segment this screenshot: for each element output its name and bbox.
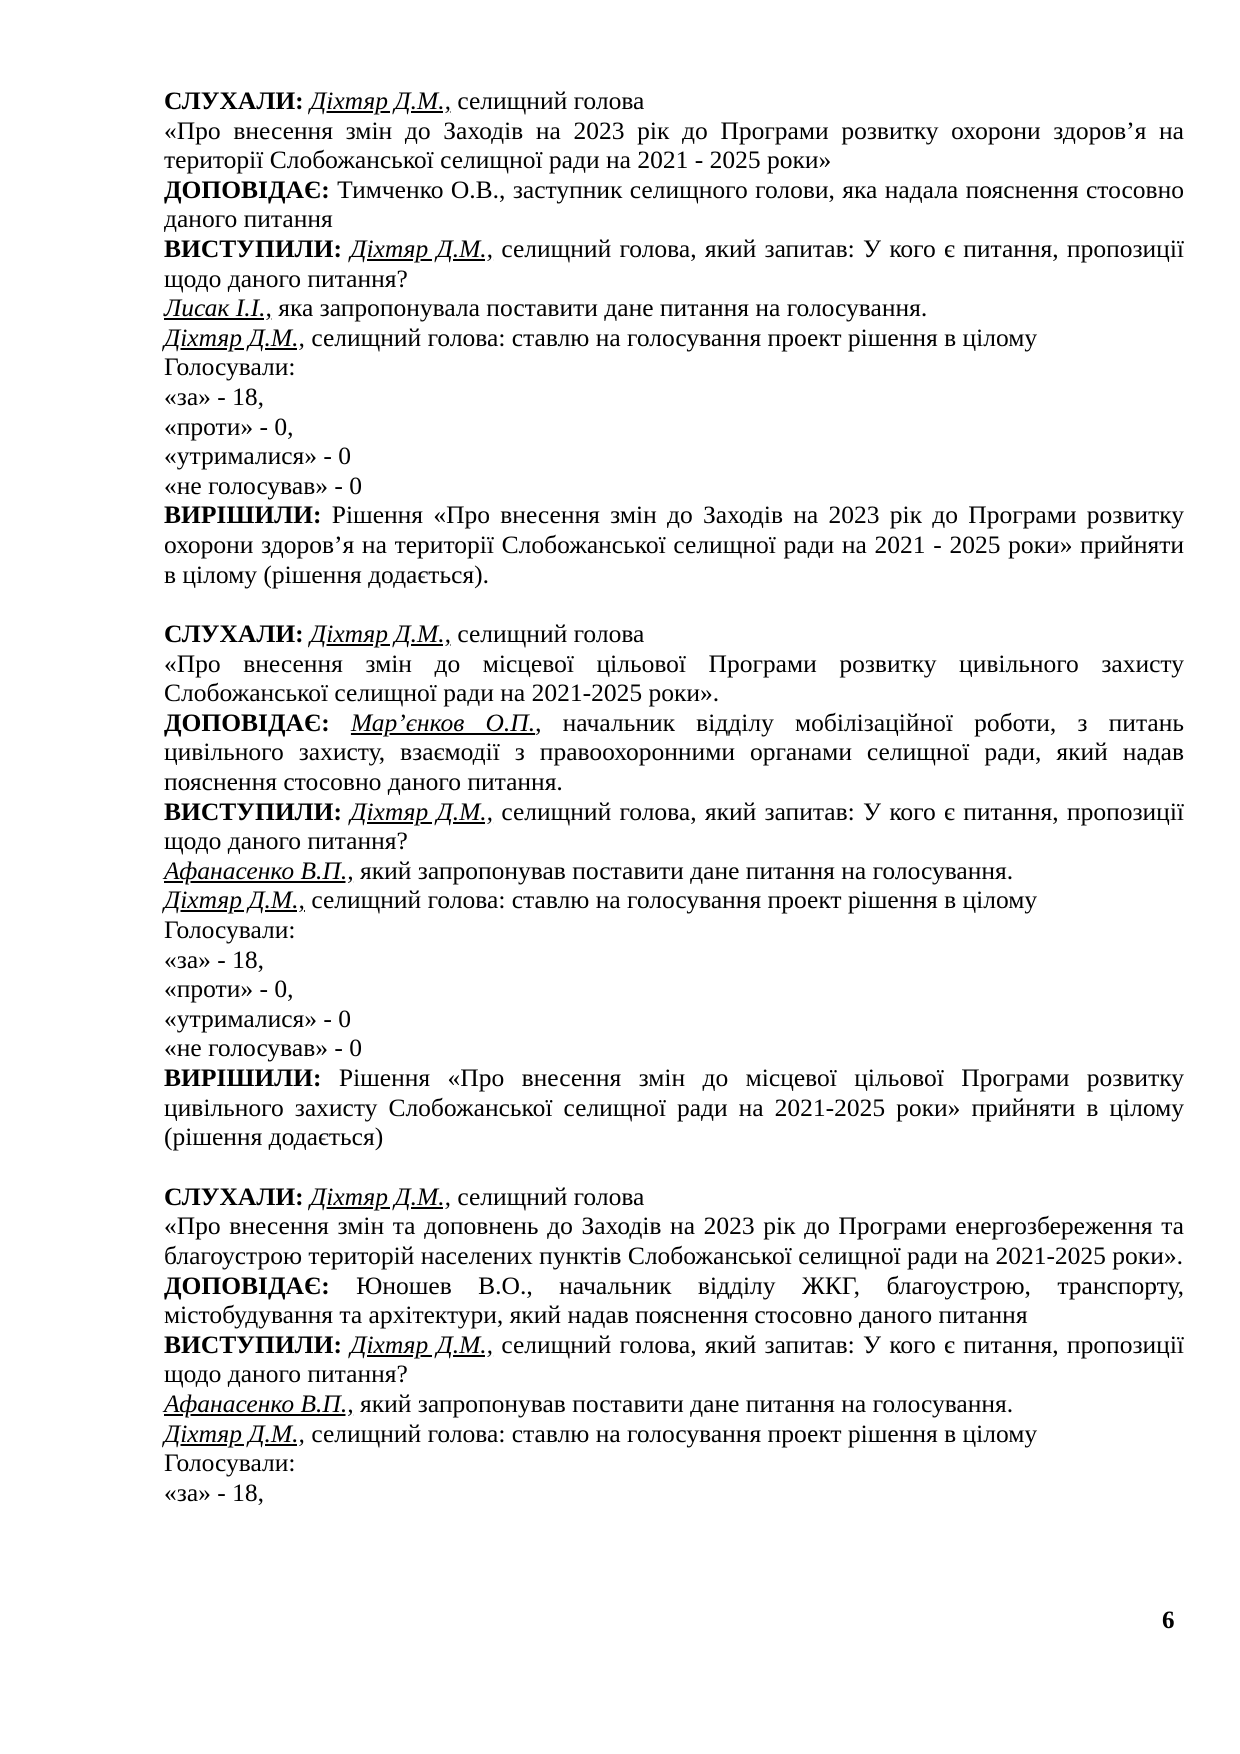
proposer-name: Лисак І.І., bbox=[164, 293, 272, 323]
heard-role: селищний голова bbox=[450, 619, 645, 649]
vote-not-voted: «не голосував» - 0 bbox=[164, 470, 362, 500]
spoke-text: селищний голова, який запитав: У кого є питання, пропозиції щодо даного питання? bbox=[164, 796, 1184, 856]
voted-heading: Голосували: bbox=[164, 1448, 296, 1478]
voted-heading: Голосували: bbox=[164, 915, 296, 945]
spoke-line bbox=[164, 1330, 1184, 1389]
heard-speaker: Діхтяр Д.М., bbox=[310, 86, 451, 115]
vote-against: «проти» - 0, bbox=[164, 411, 294, 441]
vote-for: «за» - 18, bbox=[164, 381, 265, 411]
decision-text: Рішення «Про внесення змін до місцевої цільової Програми розвитку цивільного захисту Слобожанської селищної ради на 2021-2025 роки» прийняти в цілому (рішення додається) bbox=[164, 1063, 1184, 1152]
agenda-topic: «Про внесення змін до місцевої цільової Програми розвитку цивільного захисту Слобожанської селищної ради на 2021-2025 роки». bbox=[164, 648, 1184, 708]
proposer-text: який запропонував поставити дане питання на голосування. bbox=[353, 1388, 1014, 1418]
proposer-name: Афанасенко В.П., bbox=[164, 1388, 354, 1418]
vote-not-voted: «не голосував» - 0 bbox=[164, 1033, 362, 1063]
heard-speaker: Діхтяр Д.М., bbox=[310, 1181, 451, 1211]
reporter-name: Мар’єнков О.П. bbox=[350, 707, 536, 737]
chair-name: Діхтяр Д.М., bbox=[164, 1418, 305, 1448]
decided-label: ВИРІШИЛИ: bbox=[164, 500, 322, 530]
proposer-line bbox=[164, 856, 1184, 886]
proposer-text: яка запропонувала поставити дане питання на голосування. bbox=[271, 293, 928, 323]
agenda-item-3 bbox=[164, 1182, 1184, 1508]
reported-label: ДОПОВІДАЄ: bbox=[164, 174, 330, 204]
decision-text: Рішення «Про внесення змін до Заходів на 2023 рік до Програми розвитку охорони здоров’я на території Слобожанської селищної ради на 2021 - 2025 роки» прийняти в цілому (рішення додається). bbox=[164, 500, 1184, 589]
chair-line bbox=[164, 885, 1184, 915]
vote-abstain: «утрималися» - 0 bbox=[164, 1003, 352, 1033]
reporter-text: Юношев В.О., начальник відділу ЖКГ, благоустрою, транспорту, містобудування та архітектури, який надав пояснення стосовно даного питання bbox=[164, 1270, 1184, 1330]
reporter-line bbox=[164, 1271, 1184, 1330]
heard-label: СЛУХАЛИ: bbox=[164, 86, 304, 115]
heard-line bbox=[164, 86, 1184, 116]
spoke-label: ВИСТУПИЛИ: bbox=[164, 796, 342, 826]
spoke-speaker: Діхтяр Д.М., bbox=[350, 1329, 494, 1359]
heard-label: СЛУХАЛИ: bbox=[164, 619, 304, 649]
reporter-line bbox=[164, 708, 1184, 797]
heard-label: СЛУХАЛИ: bbox=[164, 1181, 304, 1211]
chair-line bbox=[164, 323, 1184, 353]
vote-against: «проти» - 0, bbox=[164, 974, 294, 1004]
reported-label: ДОПОВІДАЄ: bbox=[164, 707, 330, 737]
chair-text: селищний голова: ставлю на голосування проект рішення в цілому bbox=[304, 1418, 1038, 1448]
spoke-label: ВИСТУПИЛИ: bbox=[164, 233, 342, 263]
reporter-text: Тимченко О.В., заступник селищного голови, яка надала пояснення стосовно даного питання bbox=[164, 174, 1184, 234]
spoke-speaker: Діхтяр Д.М., bbox=[350, 233, 494, 263]
proposer-text: який запропонував поставити дане питання на голосування. bbox=[353, 855, 1014, 885]
vote-for: «за» - 18, bbox=[164, 1477, 265, 1507]
vote-abstain: «утрималися» - 0 bbox=[164, 441, 352, 471]
heard-role: селищний голова bbox=[450, 1181, 645, 1211]
chair-text: селищний голова: ставлю на голосування проект рішення в цілому bbox=[304, 322, 1038, 352]
reporter-line bbox=[164, 175, 1184, 234]
reported-label: ДОПОВІДАЄ: bbox=[164, 1270, 330, 1300]
heard-line bbox=[164, 1182, 1184, 1212]
spoke-text: селищний голова, який запитав: У кого є питання, пропозиції щодо даного питання? bbox=[164, 233, 1184, 293]
proposer-name: Афанасенко В.П., bbox=[164, 855, 354, 885]
agenda-item-2 bbox=[164, 619, 1184, 1152]
spoke-line bbox=[164, 797, 1184, 856]
decision-line bbox=[164, 500, 1184, 589]
page-number: 6 bbox=[1162, 1607, 1175, 1634]
agenda-topic: «Про внесення змін до Заходів на 2023 рік до Програми розвитку охорони здоров’я на території Слобожанської селищної ради на 2021 - 2025 роки» bbox=[164, 115, 1184, 175]
chair-line bbox=[164, 1419, 1184, 1449]
proposer-line bbox=[164, 293, 1184, 323]
decided-label: ВИРІШИЛИ: bbox=[164, 1063, 322, 1092]
chair-name: Діхтяр Д.М., bbox=[164, 885, 305, 915]
heard-speaker: Діхтяр Д.М., bbox=[310, 619, 451, 649]
agenda-item-1 bbox=[164, 86, 1184, 589]
proposer-line bbox=[164, 1389, 1184, 1419]
decision-line bbox=[164, 1063, 1184, 1152]
vote-for: «за» - 18, bbox=[164, 944, 265, 974]
reporter-text: , начальник відділу мобілізаційної роботи, з питань цивільного захисту, взаємодії з правоохоронними органами селищної ради, який надав пояснення стосовно даного питання. bbox=[164, 707, 1185, 797]
chair-text: селищний голова: ставлю на голосування проект рішення в цілому bbox=[304, 885, 1038, 915]
spoke-label: ВИСТУПИЛИ: bbox=[164, 1329, 342, 1359]
heard-role: селищний голова bbox=[450, 86, 645, 115]
spoke-line bbox=[164, 234, 1184, 293]
voted-heading: Голосували: bbox=[164, 352, 296, 382]
agenda-topic: «Про внесення змін та доповнень до Заходів на 2023 рік до Програми енергозбереження та благоустрою територій населених пунктів Слобожанської селищної ради на 2021-2025 роки». bbox=[164, 1211, 1184, 1270]
chair-name: Діхтяр Д.М., bbox=[164, 322, 305, 352]
spoke-text: селищний голова, який запитав: У кого є питання, пропозиції щодо даного питання? bbox=[164, 1329, 1184, 1389]
document-page bbox=[164, 86, 1184, 1537]
spoke-speaker: Діхтяр Д.М., bbox=[350, 796, 494, 826]
heard-line bbox=[164, 619, 1184, 649]
